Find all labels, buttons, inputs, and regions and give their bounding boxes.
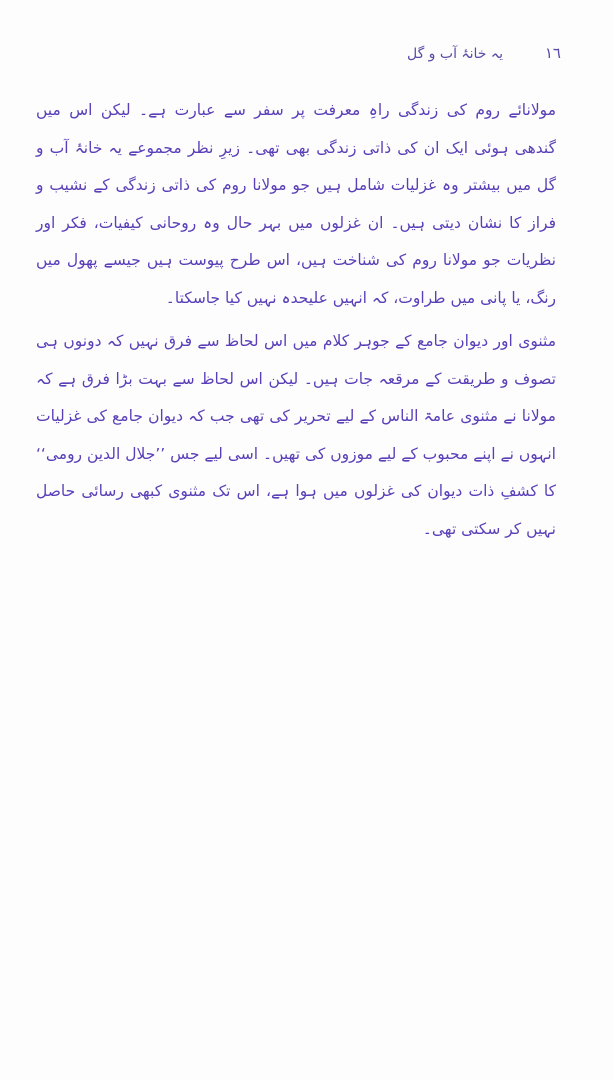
page-number: ١٦ bbox=[544, 44, 561, 62]
page-header bbox=[300, 40, 565, 70]
paragraph-1: مولانائے روم کی زندگی راہِ معرفت پر سفر سے عبارت ہے۔ لیکن اس میں گندھی ہوئی ایک ان کی ذاتی زندگی بھی تھی۔ زیرِ نظر مجموعے یہ خانۂ آب و گل میں بیشتر وہ غزلیات شامل ہیں جو مولانا روم کی ذاتی زندگی کے نشیب و فراز کا نشان دیتی ہیں۔ ان غزلوں میں بہر حال وہ روحانی کیفیات، فکر اور نظریات جو مولانا روم کی شناخت ہیں، اس طرح پیوست ہیں جیسے پھول میں رنگ، یا پانی میں طراوت، کہ انہیں علیحدہ نہیں کیا جاسکتا۔ bbox=[36, 101, 556, 307]
running-title: یہ خانۂ آب و گل bbox=[406, 46, 503, 62]
paragraph-2: مثنوی اور دیوان جامع کے جوہر کلام میں اس لحاظ سے فرق نہیں کہ دونوں ہی تصوف و طریقت کے مرقعہ جات ہیں۔ لیکن اس لحاظ سے بہت بڑا فرق ہے کہ مولانا نے مثنوی عامۃ الناس کے لیے تحریر کی تھی جب کہ دیوان جامع کی غزلیات انہوں نے اپنے محبوب کے لیے موزوں کی تھیں۔ اسی لیے جس ’’جلال الدین رومی‘‘ کا کشفِ ذات دیوان کی غزلوں میں ہوا ہے، اس تک مثنوی کبھی رسائی حاصل نہیں کر سکتی تھی۔ bbox=[36, 332, 556, 538]
body-text bbox=[36, 92, 556, 548]
